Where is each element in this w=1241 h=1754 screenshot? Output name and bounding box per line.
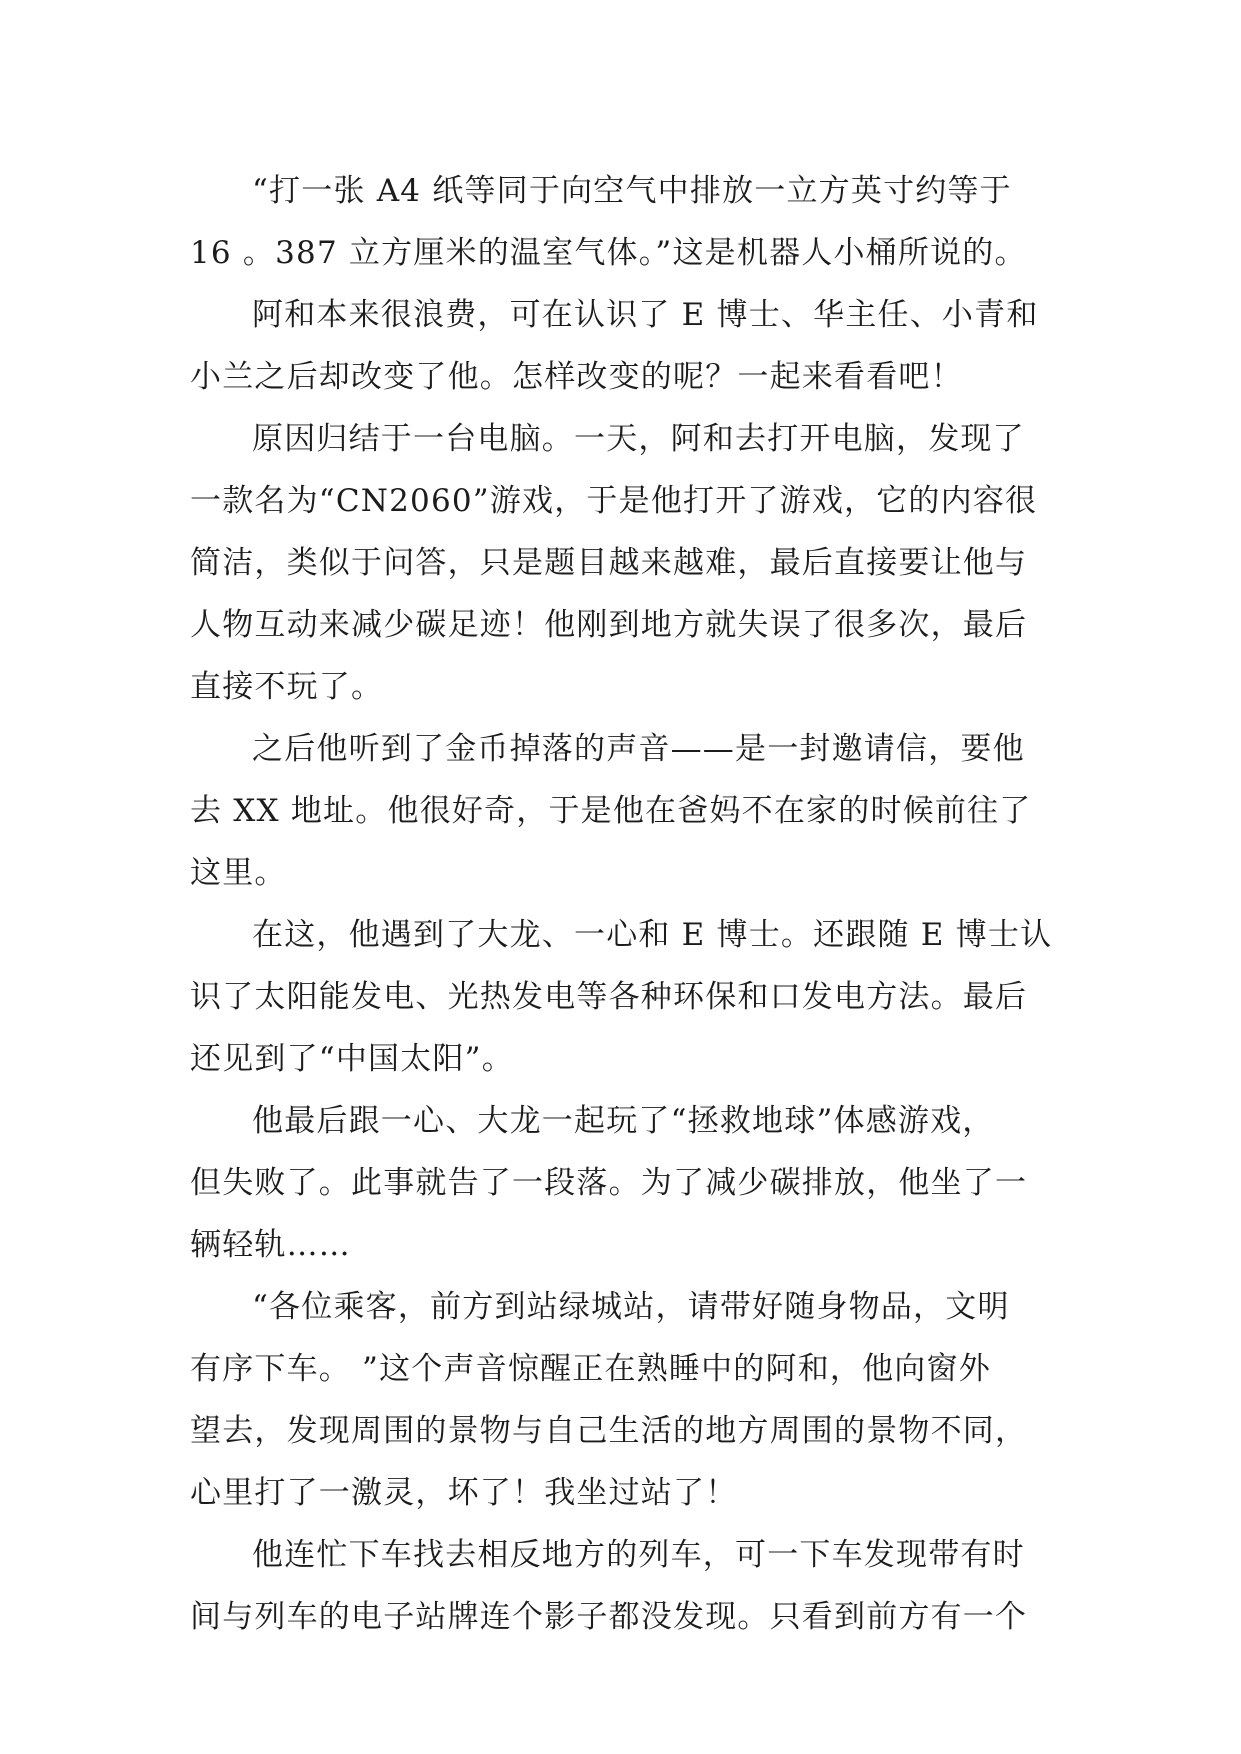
text-line: 阿和本来很浪费，可在认识了 E 博士、华主任、小青和 xyxy=(252,297,1039,333)
text-line: 16 。387 立方厘米的温室气体。”这是机器人小桶所说的。 xyxy=(190,235,1027,271)
text-line: 原因归结于一台电脑。一天，阿和去打开电脑，发现了 xyxy=(252,421,1025,457)
text-line: 去 XX 地址。他很好奇，于是他在爸妈不在家的时候前往了 xyxy=(190,793,1032,829)
text-line: 在这，他遇到了大龙、一心和 E 博士。还跟随 E 博士认 xyxy=(252,917,1053,953)
text-line: 间与列车的电子站牌连个影子都没发现。只看到前方有一个 xyxy=(190,1599,1028,1635)
text-line: 辆轻轨…… xyxy=(190,1227,351,1263)
text-line: 一款名为“CN2060”游戏，于是他打开了游戏，它的内容很 xyxy=(190,483,1038,519)
text-line: “各位乘客，前方到站绿城站，请带好随身物品，文明 xyxy=(252,1289,1010,1325)
text-line: 直接不玩了。 xyxy=(190,669,384,705)
text-line: 识了太阳能发电、光热发电等各种环保和口发电方法。最后 xyxy=(190,979,1028,1015)
text-line: 望去，发现周围的景物与自己生活的地方周围的景物不同， xyxy=(190,1413,1028,1449)
text-line: 简洁，类似于问答，只是题目越来越难，最后直接要让他与 xyxy=(190,545,1028,581)
document-body xyxy=(190,160,1070,1648)
text-line: 还见到了“中国太阳”。 xyxy=(190,1041,514,1077)
text-line: 人物互动来减少碳足迹！他刚到地方就失误了很多次，最后 xyxy=(190,607,1028,643)
text-line: 他连忙下车找去相反地方的列车，可一下车发现带有时 xyxy=(252,1537,1025,1573)
text-line: “打一张 A4 纸等同于向空气中排放一立方英寸约等于 xyxy=(252,173,1012,209)
text-line: 有序下车。 ”这个声音惊醒正在熟睡中的阿和，他向窗外 xyxy=(190,1351,991,1387)
text-line: 之后他听到了金币掉落的声音——是一封邀请信，要他 xyxy=(252,731,1025,767)
text-line: 心里打了一激灵，坏了！我坐过站了！ xyxy=(190,1475,738,1511)
text-line: 但失败了。此事就告了一段落。为了减少碳排放，他坐了一 xyxy=(190,1165,1028,1201)
text-line: 这里。 xyxy=(190,855,287,891)
text-line: 小兰之后却改变了他。怎样改变的呢？一起来看看吧！ xyxy=(190,359,963,395)
text-line: 他最后跟一心、大龙一起玩了“拯救地球”体感游戏， xyxy=(252,1103,995,1139)
